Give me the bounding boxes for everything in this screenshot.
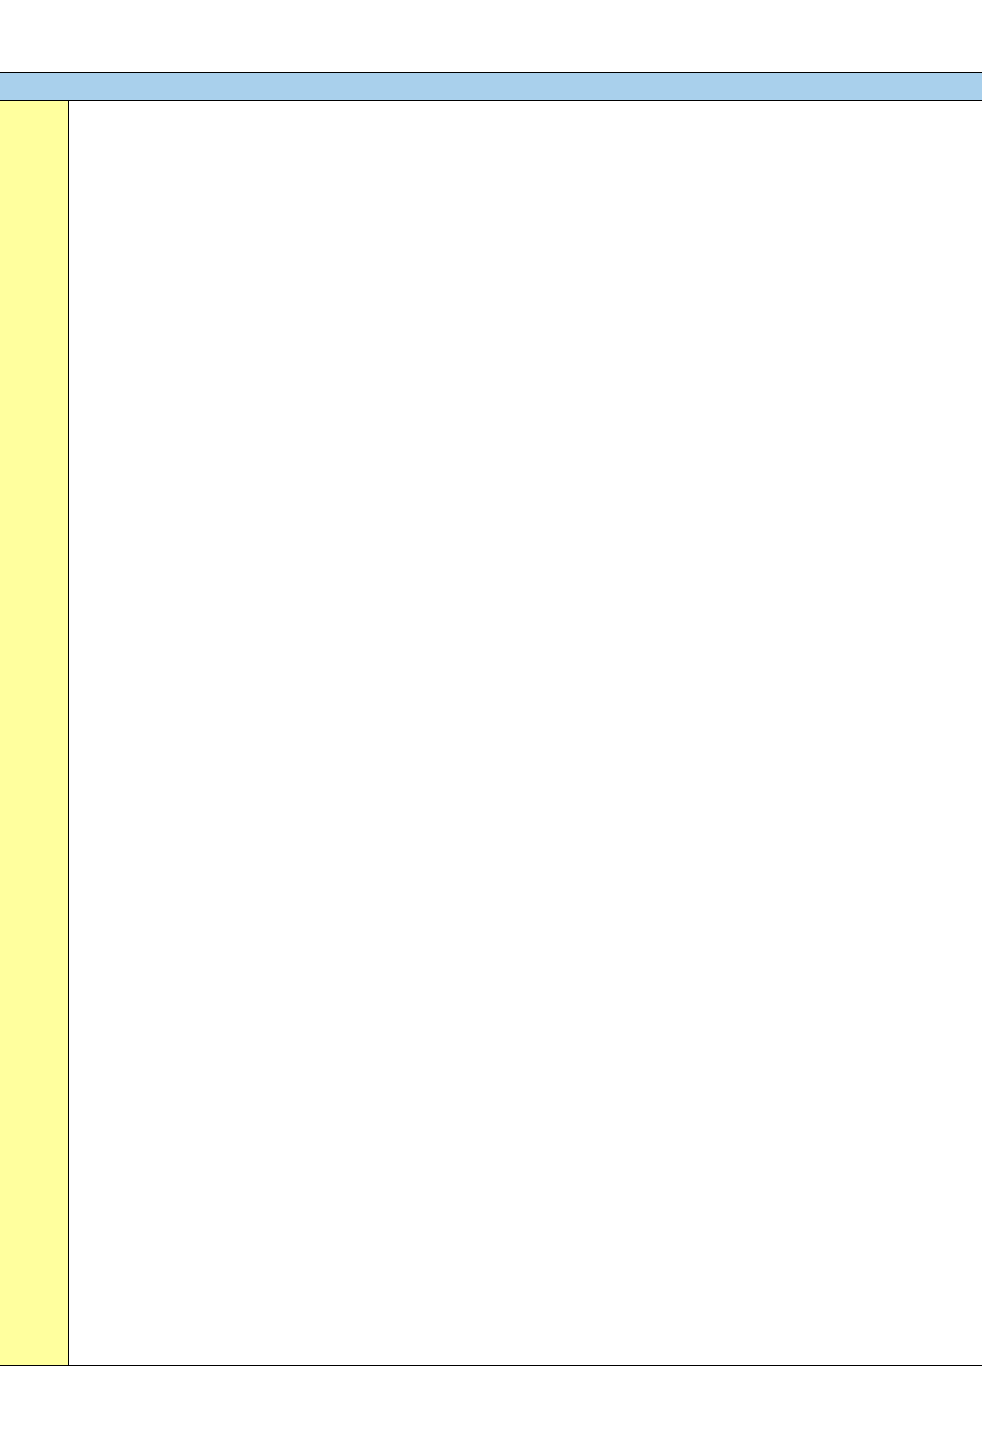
header-region [0, 73, 68, 100]
table-body [0, 101, 982, 1366]
region-column-background [0, 101, 69, 1365]
page-title [4, 4, 20, 28]
population-table [0, 72, 982, 1366]
table-header [0, 72, 982, 101]
